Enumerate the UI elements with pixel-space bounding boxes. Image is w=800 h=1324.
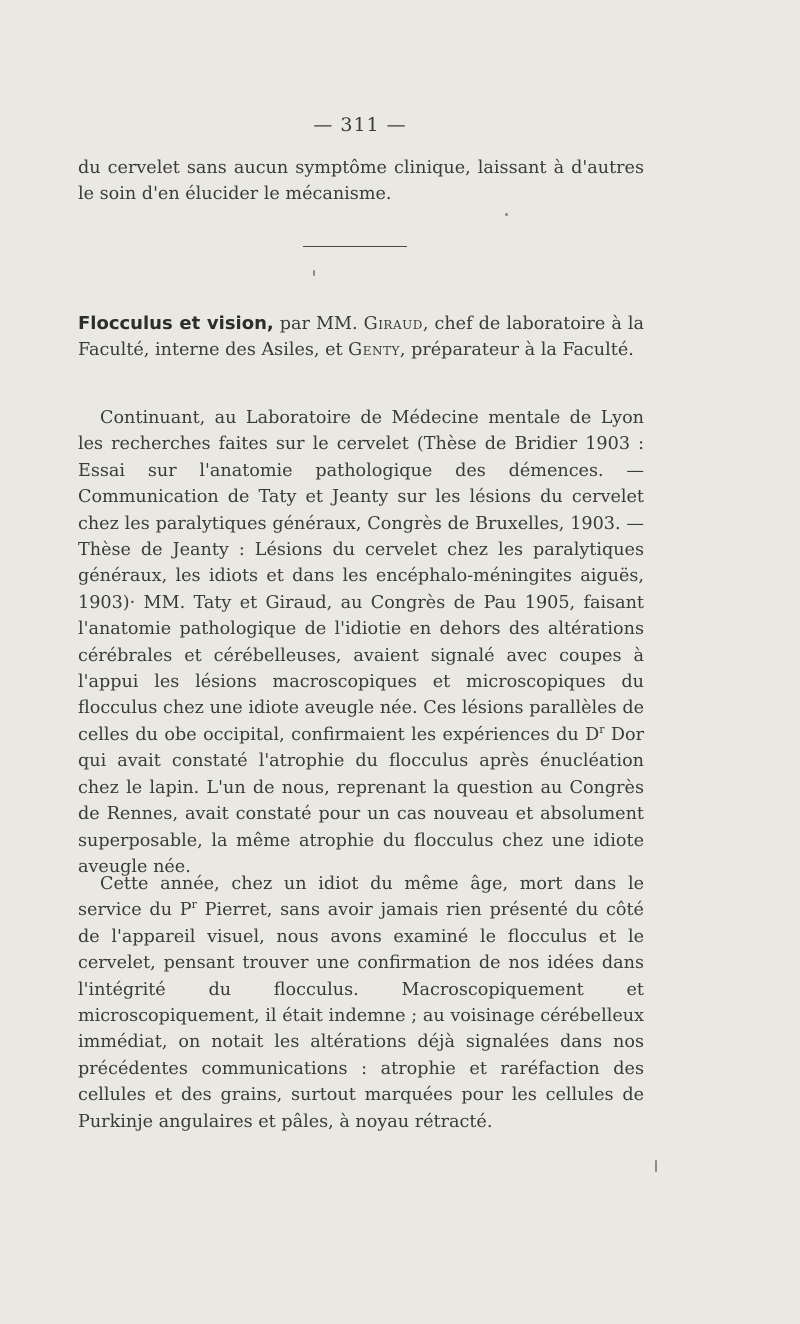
author-giraud-role: , chef de laboratoire à la Faculté, interne des Asiles, et — [78, 314, 645, 361]
paragraph-1-text: Continuant, au Laboratoire de Médecine mentale de Lyon les recherches faites sur le cervelet (Thèse de Bridier 1903 : Essai sur l'anatomie pathologique des démences. — Communication de Taty et Jeanty sur les lésions du cervelet chez les paralytiques généraux, Congrès de Bruxelles, 1903. — Thèse de Jeanty : Lésions du cervelet chez les paralytiques généraux, les idiots et dans les encéphalo-méningites aiguës, 1903)· MM. Taty et Giraud, au Congrès de Pau 1905, faisant l'anatomie pathologique de l'idiotie en dehors des altérations cérébrales et cérébelleuses, avaient signalé avec coupes à l'appui les lésions macroscopiques et microscopiques du flocculus chez une idiote aveugle née. Ces lésions parallèles de celles du obe occipital, confirmaient les expériences du D — [78, 408, 644, 745]
section-divider — [303, 246, 407, 247]
article-heading — [78, 311, 644, 364]
continued-paragraph-text: du cervelet sans aucun symptôme clinique, laissant à d'autres le soin d'en élucider le mécanisme. — [78, 158, 644, 205]
article-title: Flocculus et vision, — [78, 313, 274, 334]
paper-speck — [313, 270, 315, 276]
body-paragraph-2 — [78, 871, 644, 1135]
author-genty: Genty — [348, 340, 400, 361]
paragraph-2-text-cont: Pierret, sans avoir jamais rien présenté du côté de l'appareil visuel, nous avons examiné le flocculus et le cervelet, pensant trouver une confirmation de nos idées dans l'intégrité du flocculus. Macroscopiquement et microscopiquement, il était indemne ; au voisinage cérébelleux immédiat, on notait les altérations déjà signalées dans nos précédentes communications : atrophie et raréfaction des cellules et des grains, surtout marquées pour les cellules de Purkinje angulaires et pâles, à noyau rétracté. — [78, 900, 644, 1132]
page-number: — 311 — — [313, 114, 407, 136]
paragraph-2-superscript: r — [191, 898, 197, 912]
paper-speck — [505, 213, 508, 216]
author-genty-role: , préparateur à la Faculté. — [399, 340, 634, 361]
paragraph-1-superscript: r — [599, 723, 605, 737]
article-by: par MM. — [279, 314, 358, 334]
author-giraud: Giraud — [363, 314, 423, 334]
paragraph-2-text: Cette année, chez un idiot du même âge, mort dans le service du P — [78, 874, 644, 921]
body-paragraph-1 — [78, 405, 644, 880]
paragraph-1-text-cont: Dor qui avait constaté l'atrophie du flocculus après énucléation chez le lapin. L'un de nous, reprenant la question au Congrès de Rennes, avait constaté pour un cas nouveau et absolument superposable, la même atrophie du flocculus chez une idiote aveugle née. — [78, 724, 645, 877]
continued-paragraph — [78, 155, 644, 208]
paper-speck — [655, 1160, 657, 1172]
